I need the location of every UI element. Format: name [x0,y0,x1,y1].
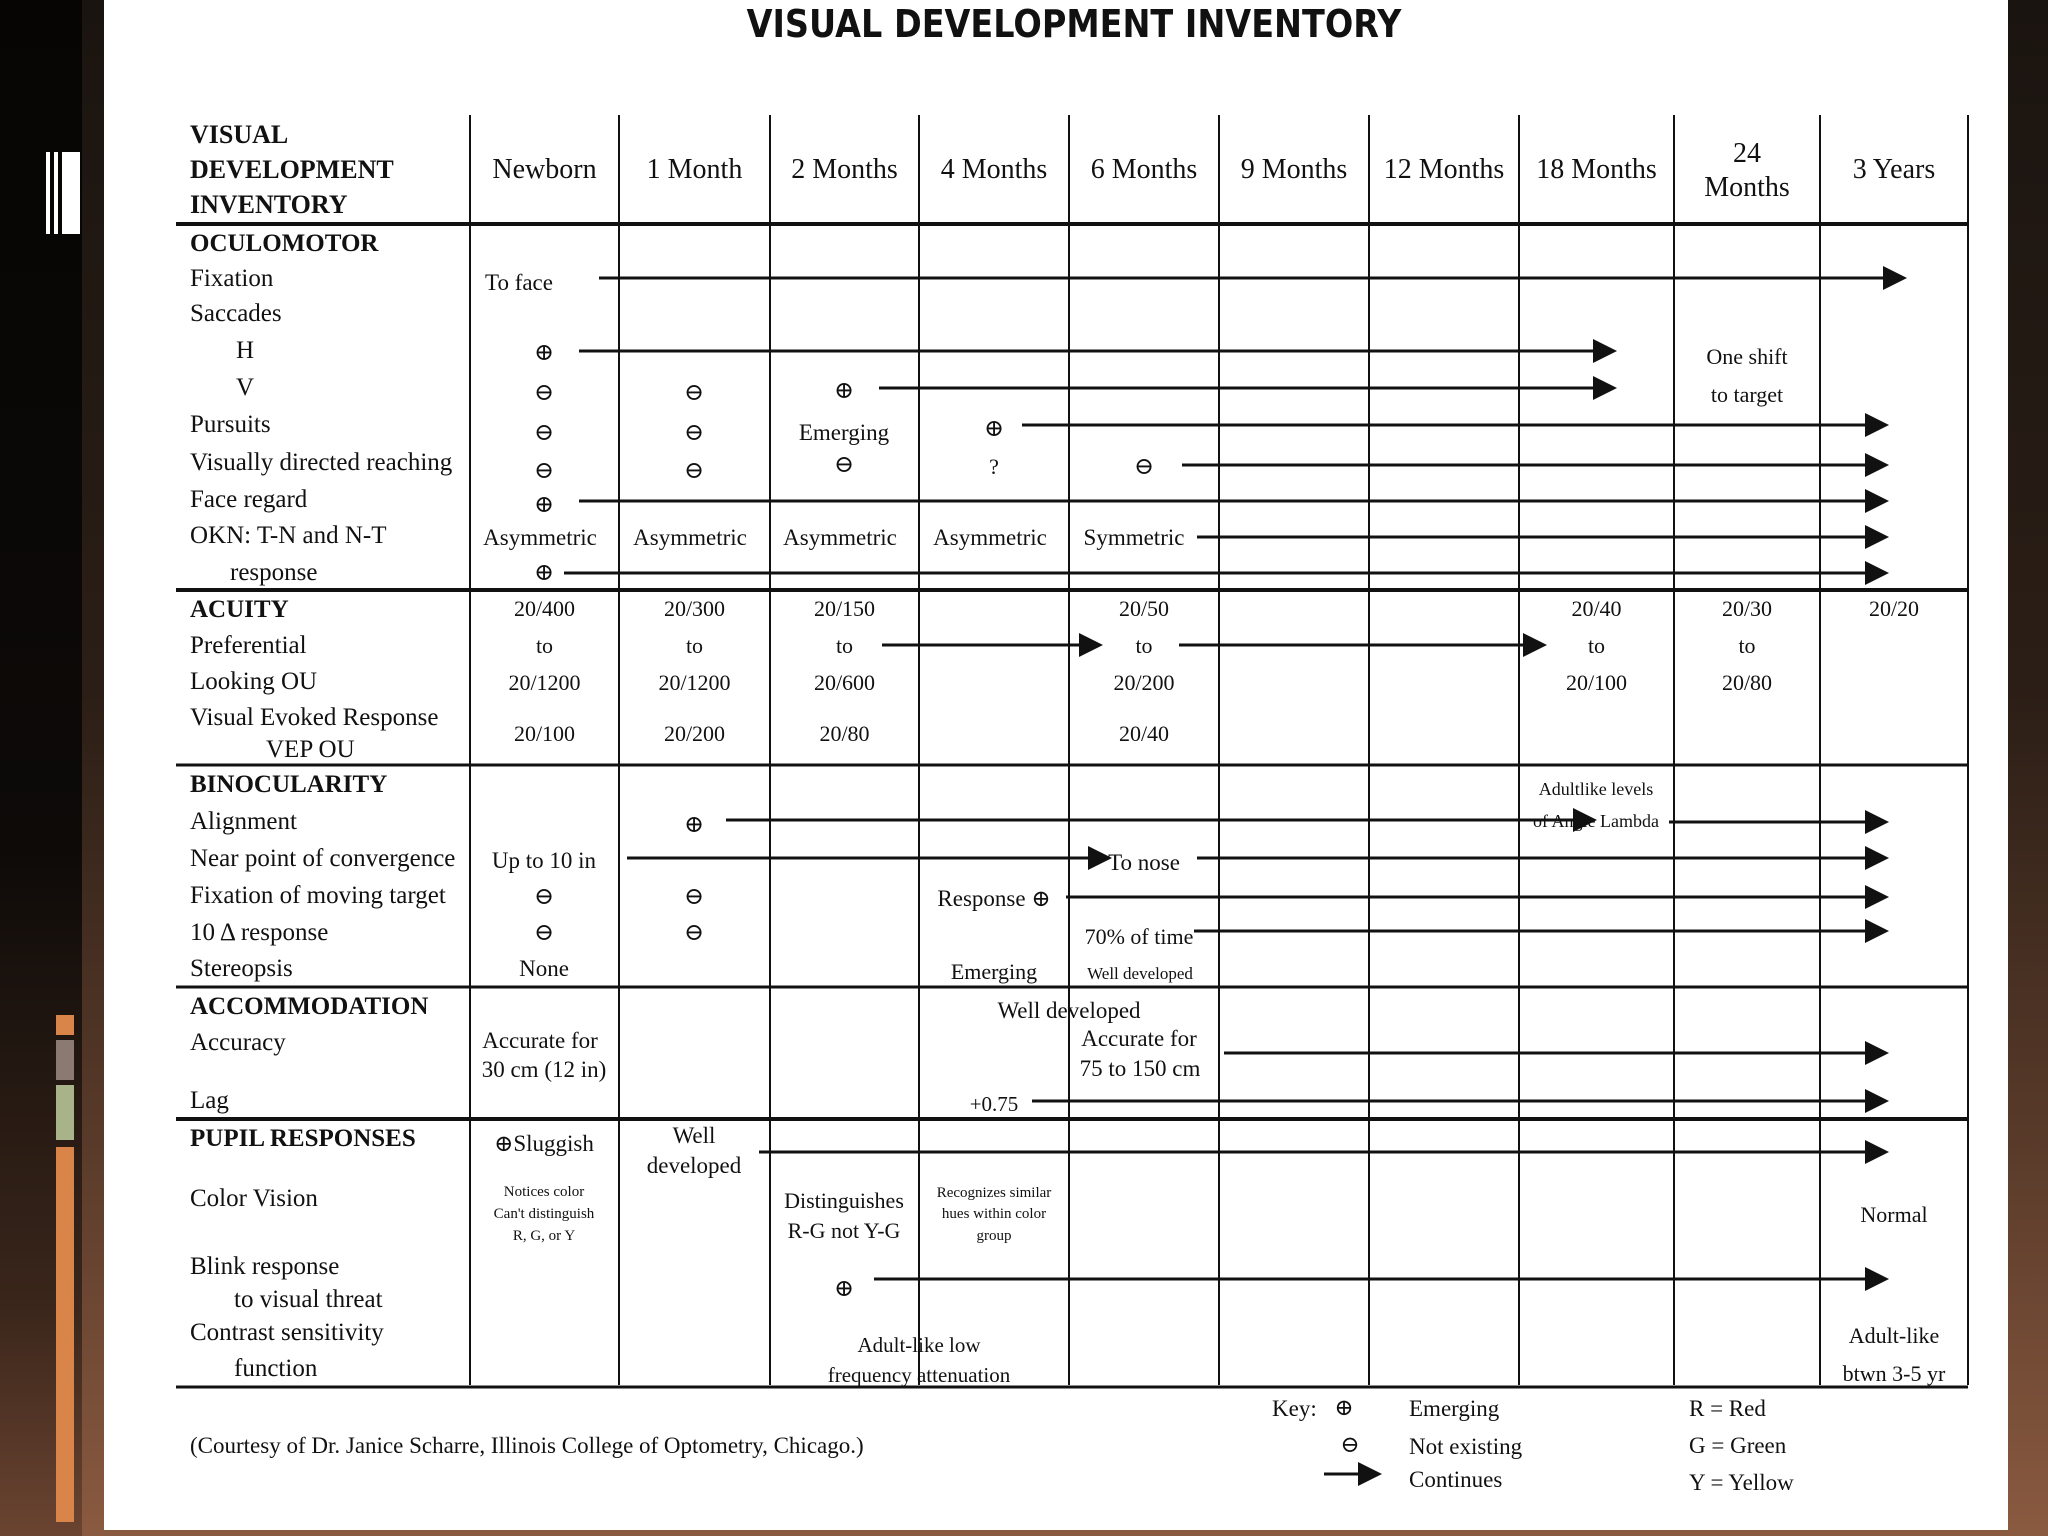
column-header: 18 Months [1536,154,1657,185]
key-not-existing: Not existing [1409,1434,1523,1459]
acuity-pl-top: 20/300 [663,596,726,621]
row-label: OKN: T-N and N-T [190,522,387,549]
row-label: Looking OU [190,668,318,695]
column-header: 1 Month [646,154,743,185]
cell-text: Symmetric [1083,525,1185,550]
cell-text: Well [672,1123,716,1148]
cell-text: Adultlike levels [1538,779,1654,799]
cell-text: Distinguishes [784,1188,904,1213]
column-header: 9 Months [1240,154,1348,185]
acuity-vep: 20/100 [513,721,576,746]
arrows [564,278,1904,1474]
corner-header-line: VISUAL [190,120,289,149]
section-heading-oculomotor: OCULOMOTOR [190,230,379,257]
row-label: Pursuits [190,411,271,438]
cell-text: Response ⊕ [937,886,1051,911]
cell-text: Normal [1860,1202,1928,1227]
key-not-existing-icon: ⊖ [1340,1432,1360,1457]
cell-text: Asymmetric [483,525,597,550]
cell-text: 70% of time [1084,924,1194,949]
row-label: Preferential [190,632,307,659]
page-title: VISUAL DEVELOPMENT INVENTORY [746,2,1402,46]
cell-text: ⊖ [683,380,705,406]
cell-text: Accurate for [1081,1026,1197,1051]
cell-text: Asymmetric [933,525,1047,550]
row-label: Contrast sensitivity [190,1319,384,1346]
key-color: R = Red [1689,1396,1766,1421]
cell-text: Adult-like low [857,1333,981,1357]
cell-text: ⊖ [533,380,555,406]
cell-text: ⊖ [533,458,555,484]
cell-text: 30 cm (12 in) [481,1057,607,1082]
acuity-pl-top: 20/400 [513,596,576,621]
row-label: Color Vision [190,1185,318,1212]
cell-text: To face [485,270,553,295]
acuity-pl-bottom: 20/600 [813,670,876,695]
row-label: response [230,559,318,586]
acuity-pl-to: to [1587,633,1606,658]
cell-text: of Angle Lambda [1533,811,1659,831]
cell-text: hues within color [941,1206,1047,1222]
column-header: 12 Months [1383,154,1505,185]
row-label: Lag [190,1087,229,1114]
cell-text: ⊖ [683,884,705,910]
row-label: Near point of convergence [190,845,456,872]
acuity-pl-to: to [835,633,854,658]
cell-text: ⊕ [833,378,855,404]
cell-text: Adult-like [1848,1323,1940,1348]
row-label: V [236,374,255,401]
acuity-pl-to: to [1135,633,1153,658]
column-header: 6 Months [1090,154,1198,185]
cell-text: btwn 3-5 yr [1842,1361,1946,1386]
column-header: 4 Months [940,154,1048,185]
key-continues: Continues [1409,1467,1503,1492]
row-label: Accuracy [190,1029,286,1056]
row-label: Blink response [190,1253,340,1280]
cell-text: developed [646,1153,742,1178]
acuity-pl-to: to [685,633,704,658]
cell-text: Asymmetric [633,525,747,550]
cell-text: ⊕Sluggish [494,1131,594,1156]
cell-text: ⊕ [533,492,555,518]
row-label: Fixation [190,265,274,292]
cell-text: One shift [1706,344,1788,369]
cell-text: Recognizes similar [936,1185,1052,1201]
key-emerging: Emerging [1409,1396,1500,1421]
acuity-pl-bottom: 20/80 [1721,670,1773,695]
deco-bars [46,152,80,234]
acuity-final: 20/20 [1868,596,1920,621]
section-heading-pupil: PUPIL RESPONSES [190,1125,416,1152]
key-emerging-icon: ⊕ [1334,1395,1354,1420]
cell-text: ⊖ [533,884,555,910]
cell-text: Well developed [1087,964,1193,983]
cell-text: ⊕ [983,416,1005,442]
cell-text: group [976,1228,1012,1244]
column-header: Newborn [492,154,597,185]
acuity-vep: 20/80 [819,721,870,746]
cell-text: R, G, or Y [512,1228,576,1244]
row-label: function [234,1355,318,1382]
key-label: Key: [1272,1396,1317,1421]
cell-text: ⊖ [683,420,705,446]
column-header: 2 Months [791,154,898,185]
key-color: G = Green [1689,1433,1787,1458]
corner-header-line: INVENTORY [190,190,348,219]
cell-text: ⊖ [683,458,705,484]
cell-text: Can't distinguish [493,1206,595,1222]
acuity-pl-bottom: 20/1200 [508,670,581,695]
acuity-pl-to: to [1738,633,1756,658]
section-heading-binocularity: BINOCULARITY [190,771,388,798]
cell-text: ⊖ [533,420,555,446]
cell-text: ⊕ [533,340,555,366]
cell-text: Asymmetric [783,525,897,550]
cell-text: +0.75 [969,1092,1019,1116]
cell-text: ⊕ [683,812,705,838]
cell-text: 75 to 150 cm [1079,1056,1201,1081]
inventory-table [104,0,2008,1530]
row-label: Alignment [190,808,297,835]
cell-text: ⊖ [683,920,705,946]
row-label: Fixation of moving target [190,882,446,909]
cell-text: Emerging [798,420,890,445]
acuity-pl-bottom: 20/1200 [658,670,731,695]
row-label: Visual Evoked Response [190,704,439,731]
cell-text: None [519,956,569,981]
courtesy-note: (Courtesy of Dr. Janice Scharre, Illinois College of Optometry, Chicago.) [190,1433,864,1458]
row-label: 10 Δ response [190,919,329,946]
cell-text: Up to 10 in [491,848,597,873]
cell-text: ⊕ [833,1276,855,1302]
grid-lines [176,115,1968,1387]
section-heading-acuity: ACUITY [190,596,289,623]
acuity-pl-top: 20/150 [813,596,876,621]
cell-text: To nose [1108,850,1180,875]
deco-color-blocks [56,1015,74,1485]
acuity-pl-top: 20/40 [1571,596,1622,621]
row-label: H [236,337,255,364]
acuity-pl-top: 20/50 [1118,596,1170,621]
row-label: VEP OU [266,736,355,763]
table-texts [190,120,1946,1495]
acuity-pl-bottom: 20/200 [1113,670,1175,695]
cell-text: Well developed [997,998,1141,1023]
row-label: Saccades [190,300,282,327]
acuity-vep: 20/200 [663,721,726,746]
column-header: 3 Years [1852,154,1936,185]
cell-text: ⊕ [533,560,555,586]
cell-text: Notices color [503,1184,585,1200]
cell-text: ⊖ [833,452,855,478]
row-label: Stereopsis [190,955,293,982]
cell-text: R-G not Y-G [787,1218,901,1243]
row-label: Face regard [190,486,308,513]
row-label: to visual threat [234,1286,383,1313]
key-color: Y = Yellow [1689,1470,1794,1495]
acuity-pl-to: to [535,633,554,658]
column-header-24-months: 24 Months [1704,138,1790,203]
cell-text: Accurate for [482,1028,598,1053]
cell-text: Emerging [950,959,1038,984]
slide [104,0,2008,1530]
cell-text: ? [989,454,999,479]
acuity-pl-top: 20/30 [1721,596,1773,621]
row-label: Visually directed reaching [190,449,453,476]
acuity-vep: 20/40 [1118,721,1170,746]
cell-text: to target [1710,382,1784,407]
cell-text: frequency attenuation [827,1363,1011,1387]
cell-text: ⊖ [1133,454,1155,480]
acuity-pl-bottom: 20/100 [1565,670,1628,695]
corner-header-line: DEVELOPMENT [190,155,394,184]
section-heading-accommodation: ACCOMMODATION [190,993,429,1020]
cell-text: ⊖ [533,920,555,946]
